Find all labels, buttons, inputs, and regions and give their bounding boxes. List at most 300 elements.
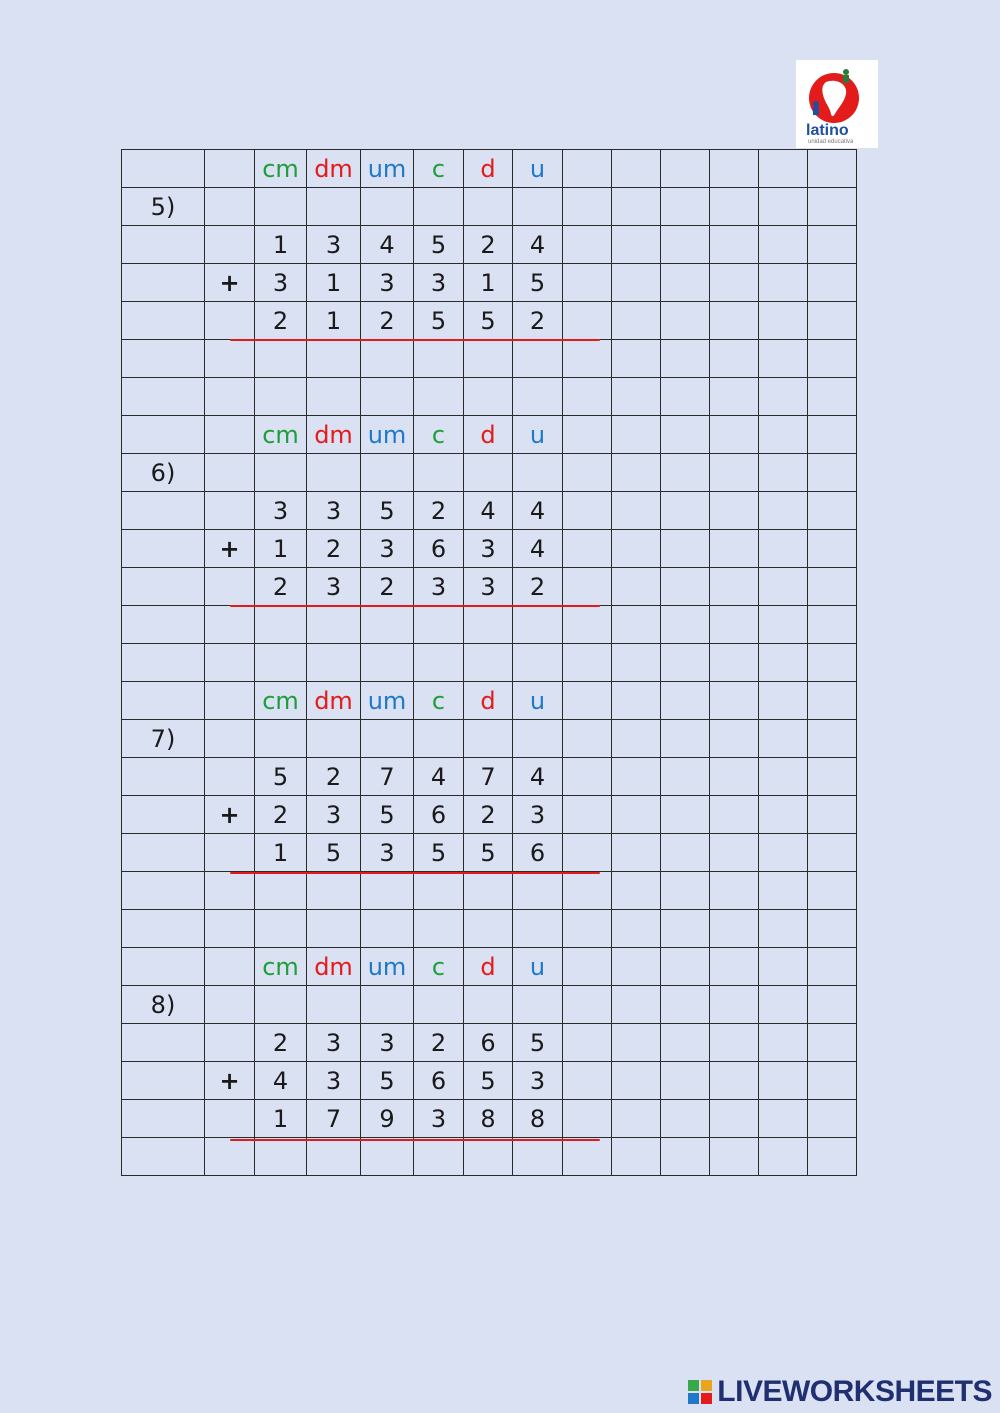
digit-cell: 4 [464,492,513,530]
place-value-header-c: c [414,150,464,188]
digit-cell: 5 [414,302,464,340]
grid-row [122,492,857,530]
grid-cell [361,720,414,758]
grid-cell [759,986,808,1024]
grid-cell [759,1138,808,1176]
grid-cell [808,948,857,986]
grid-cell [808,1100,857,1138]
grid-cell [612,1062,661,1100]
digit-cell: 1 [255,530,307,568]
grid-cell [255,340,307,378]
grid-cell [759,606,808,644]
grid-cell [759,834,808,872]
grid-cell [513,986,563,1024]
grid-cell [710,796,759,834]
grid-cell [661,1100,710,1138]
digit-cell: 5 [361,492,414,530]
grid-cell [563,682,612,720]
grid-cell [122,910,205,948]
place-value-header-cm: cm [255,948,307,986]
grid-cell [122,1138,205,1176]
grid-cell [759,682,808,720]
grid-row [122,1062,857,1100]
digit-cell: 2 [255,1024,307,1062]
grid-cell [759,416,808,454]
grid-cell [759,378,808,416]
grid-cell [205,568,255,606]
grid-cell [563,1062,612,1100]
grid-row [122,834,857,872]
grid-cell [710,1100,759,1138]
worksheet-grid [121,149,857,1176]
digit-cell: 3 [307,1024,361,1062]
grid-cell [122,416,205,454]
grid-cell [205,454,255,492]
grid-cell [205,1138,255,1176]
grid-cell [464,340,513,378]
digit-cell: 3 [307,568,361,606]
grid-cell [808,454,857,492]
grid-cell [414,454,464,492]
grid-cell [612,264,661,302]
digit-cell: 2 [414,492,464,530]
grid-cell [414,986,464,1024]
grid-cell [513,378,563,416]
digit-cell: 3 [414,568,464,606]
grid-cell [612,986,661,1024]
digit-cell: 2 [414,1024,464,1062]
grid-cell [464,188,513,226]
grid-cell [307,644,361,682]
grid-cell [612,872,661,910]
grid-cell [563,834,612,872]
digit-cell: 1 [307,264,361,302]
grid-cell [759,872,808,910]
answer-underline [230,605,600,607]
digit-cell: 1 [255,834,307,872]
digit-cell: 5 [513,1024,563,1062]
grid-cell [563,796,612,834]
grid-cell [612,1024,661,1062]
grid-row [122,682,857,720]
grid-cell [563,530,612,568]
digit-cell: 1 [464,264,513,302]
grid-cell [710,454,759,492]
grid-cell [808,188,857,226]
grid-cell [122,834,205,872]
digit-cell: 2 [464,226,513,264]
grid-cell [759,1100,808,1138]
grid-row [122,948,857,986]
grid-cell [122,226,205,264]
grid-cell [205,872,255,910]
grid-cell [307,986,361,1024]
grid-cell [361,606,414,644]
grid-cell [464,454,513,492]
grid-cell [612,644,661,682]
grid-cell [612,948,661,986]
grid-cell [710,492,759,530]
grid-cell [255,188,307,226]
grid-cell [710,758,759,796]
grid-cell [414,644,464,682]
grid-cell [808,606,857,644]
grid-cell [464,644,513,682]
grid-cell [661,720,710,758]
grid-cell [759,302,808,340]
digit-cell: 9 [361,1100,414,1138]
digit-cell: 3 [464,568,513,606]
grid-cell [255,872,307,910]
grid-cell [414,340,464,378]
answer-underline [230,872,600,874]
plus-sign: + [205,1062,255,1100]
grid-cell [710,188,759,226]
grid-cell [122,606,205,644]
grid-cell [710,226,759,264]
grid-cell [759,150,808,188]
grid-cell [307,188,361,226]
place-value-header-dm: dm [307,948,361,986]
grid-cell [513,910,563,948]
grid-cell [808,872,857,910]
grid-cell [612,492,661,530]
place-value-header-um: um [361,682,414,720]
grid-cell [414,720,464,758]
grid-cell [122,492,205,530]
grid-row [122,872,857,910]
digit-cell: 3 [307,226,361,264]
digit-cell: 3 [361,530,414,568]
grid-cell [710,1138,759,1176]
digit-cell: 2 [361,568,414,606]
grid-cell [563,872,612,910]
grid-cell [563,492,612,530]
grid-cell [513,454,563,492]
grid-cell [563,264,612,302]
grid-cell [464,910,513,948]
digit-cell: 4 [255,1062,307,1100]
grid-cell [808,226,857,264]
grid-cell [563,568,612,606]
grid-cell [661,948,710,986]
logo-sub-text: unidad educativa [808,139,854,145]
grid-cell [513,720,563,758]
grid-cell [361,872,414,910]
grid-cell [661,758,710,796]
grid-cell [361,340,414,378]
grid-cell [205,834,255,872]
grid-cell [414,606,464,644]
grid-cell [563,606,612,644]
grid-cell [122,948,205,986]
digit-cell: 4 [513,758,563,796]
place-value-header-c: c [414,948,464,986]
grid-cell [661,682,710,720]
digit-cell: 3 [307,1062,361,1100]
grid-cell [759,454,808,492]
grid-cell [710,834,759,872]
grid-cell [205,492,255,530]
grid-cell [307,1138,361,1176]
grid-cell [122,1100,205,1138]
grid-cell [759,1062,808,1100]
grid-cell [563,1024,612,1062]
grid-cell [710,530,759,568]
grid-cell [759,948,808,986]
grid-cell [612,834,661,872]
grid-cell [612,416,661,454]
digit-cell: 3 [361,264,414,302]
digit-cell: 3 [513,796,563,834]
digit-cell: 3 [255,492,307,530]
answer-underline [230,1139,600,1141]
grid-cell [808,1138,857,1176]
liveworksheets-brand [687,1376,992,1408]
grid-cell [661,378,710,416]
grid-cell [205,378,255,416]
grid-cell [414,378,464,416]
place-value-header-d: d [464,416,513,454]
digit-cell: 2 [513,302,563,340]
grid-cell [205,682,255,720]
grid-cell [563,340,612,378]
grid-cell [122,378,205,416]
digit-cell: 2 [307,758,361,796]
grid-cell [307,378,361,416]
digit-cell: 5 [464,834,513,872]
grid-cell [205,910,255,948]
grid-cell [361,454,414,492]
grid-row [122,1138,857,1176]
grid-cell [563,302,612,340]
grid-cell [612,758,661,796]
grid-cell [808,644,857,682]
digit-cell: 3 [361,1024,414,1062]
grid-cell [122,150,205,188]
grid-cell [307,606,361,644]
grid-cell [205,606,255,644]
digit-cell: 3 [255,264,307,302]
grid-cell [122,568,205,606]
grid-cell [710,720,759,758]
digit-cell: 2 [513,568,563,606]
digit-cell: 1 [307,302,361,340]
grid-cell [563,378,612,416]
problem-label: 5) [122,188,205,226]
grid-cell [808,796,857,834]
grid-cell [808,264,857,302]
grid-cell [612,302,661,340]
grid-cell [661,796,710,834]
grid-cell [361,378,414,416]
grid-cell [661,416,710,454]
grid-cell [307,720,361,758]
grid-cell [661,340,710,378]
grid-cell [612,340,661,378]
grid-cell [205,986,255,1024]
grid-cell [361,910,414,948]
grid-cell [661,1024,710,1062]
grid-cell [205,720,255,758]
grid-cell [122,796,205,834]
grid-cell [464,1138,513,1176]
digit-cell: 7 [464,758,513,796]
grid-cell [710,606,759,644]
grid-cell [563,758,612,796]
grid-cell [122,340,205,378]
grid-cell [255,606,307,644]
digit-cell: 3 [464,530,513,568]
grid-row [122,796,857,834]
place-value-header-u: u [513,682,563,720]
grid-cell [661,188,710,226]
grid-cell [759,188,808,226]
grid-cell [710,1062,759,1100]
problem-label: 7) [122,720,205,758]
grid-cell [205,1024,255,1062]
place-value-header-um: um [361,948,414,986]
grid-cell [808,1024,857,1062]
grid-cell [759,910,808,948]
grid-cell [361,1138,414,1176]
grid-cell [612,720,661,758]
grid-cell [612,226,661,264]
digit-cell: 8 [464,1100,513,1138]
grid-cell [205,948,255,986]
grid-cell [307,454,361,492]
grid-cell [661,150,710,188]
grid-cell [122,758,205,796]
grid-cell [361,986,414,1024]
grid-cell [122,530,205,568]
grid-cell [808,416,857,454]
grid-cell [710,644,759,682]
digit-cell: 2 [255,302,307,340]
grid-cell [563,986,612,1024]
grid-cell [808,492,857,530]
grid-row [122,1024,857,1062]
place-value-header-d: d [464,682,513,720]
grid-cell [661,226,710,264]
grid-cell [661,492,710,530]
grid-cell [361,188,414,226]
digit-cell: 5 [414,226,464,264]
place-value-header-dm: dm [307,416,361,454]
grid-cell [122,872,205,910]
grid-cell [563,1138,612,1176]
grid-cell [710,986,759,1024]
grid-cell [612,606,661,644]
digit-cell: 5 [361,1062,414,1100]
digit-cell: 5 [513,264,563,302]
grid-cell [513,644,563,682]
plus-sign: + [205,530,255,568]
grid-cell [122,644,205,682]
place-value-header-c: c [414,416,464,454]
grid-row [122,226,857,264]
grid-cell [808,1062,857,1100]
grid-cell [808,302,857,340]
grid-cell [612,530,661,568]
grid-cell [661,568,710,606]
digit-cell: 2 [255,568,307,606]
grid-cell [661,1062,710,1100]
grid-row [122,188,857,226]
grid-cell [307,340,361,378]
grid-cell [255,378,307,416]
digit-cell: 6 [414,796,464,834]
grid-cell [759,530,808,568]
digit-cell: 2 [464,796,513,834]
place-value-header-dm: dm [307,150,361,188]
grid-cell [205,340,255,378]
grid-cell [122,302,205,340]
digit-cell: 4 [414,758,464,796]
digit-cell: 5 [307,834,361,872]
grid-cell [808,568,857,606]
grid-cell [307,910,361,948]
grid-cell [808,910,857,948]
grid-cell [661,834,710,872]
grid-cell [759,492,808,530]
grid-cell [661,264,710,302]
grid-cell [661,1138,710,1176]
grid-cell [661,986,710,1024]
digit-cell: 3 [307,492,361,530]
grid-row [122,416,857,454]
place-value-header-d: d [464,150,513,188]
grid-cell [759,568,808,606]
grid-cell [759,796,808,834]
grid-cell [612,1138,661,1176]
grid-cell [205,226,255,264]
grid-cell [464,378,513,416]
digit-cell: 5 [414,834,464,872]
place-value-header-cm: cm [255,682,307,720]
grid-cell [661,910,710,948]
problem-label: 6) [122,454,205,492]
grid-cell [563,1100,612,1138]
digit-cell: 2 [255,796,307,834]
plus-sign: + [205,796,255,834]
grid-cell [759,720,808,758]
grid-cell [612,378,661,416]
grid-cell [414,1138,464,1176]
grid-cell [612,1100,661,1138]
grid-cell [205,188,255,226]
grid-row [122,340,857,378]
grid-cell [710,948,759,986]
grid-cell [612,796,661,834]
digit-cell: 4 [361,226,414,264]
grid-row [122,986,857,1024]
digit-cell: 5 [255,758,307,796]
grid-row [122,530,857,568]
digit-cell: 3 [414,264,464,302]
digit-cell: 4 [513,530,563,568]
grid-row [122,302,857,340]
grid-cell [513,606,563,644]
grid-row [122,758,857,796]
grid-cell [205,302,255,340]
grid-row [122,606,857,644]
digit-cell: 3 [414,1100,464,1138]
grid-cell [563,910,612,948]
digit-cell: 7 [307,1100,361,1138]
place-value-header-cm: cm [255,416,307,454]
grid-cell [122,1062,205,1100]
